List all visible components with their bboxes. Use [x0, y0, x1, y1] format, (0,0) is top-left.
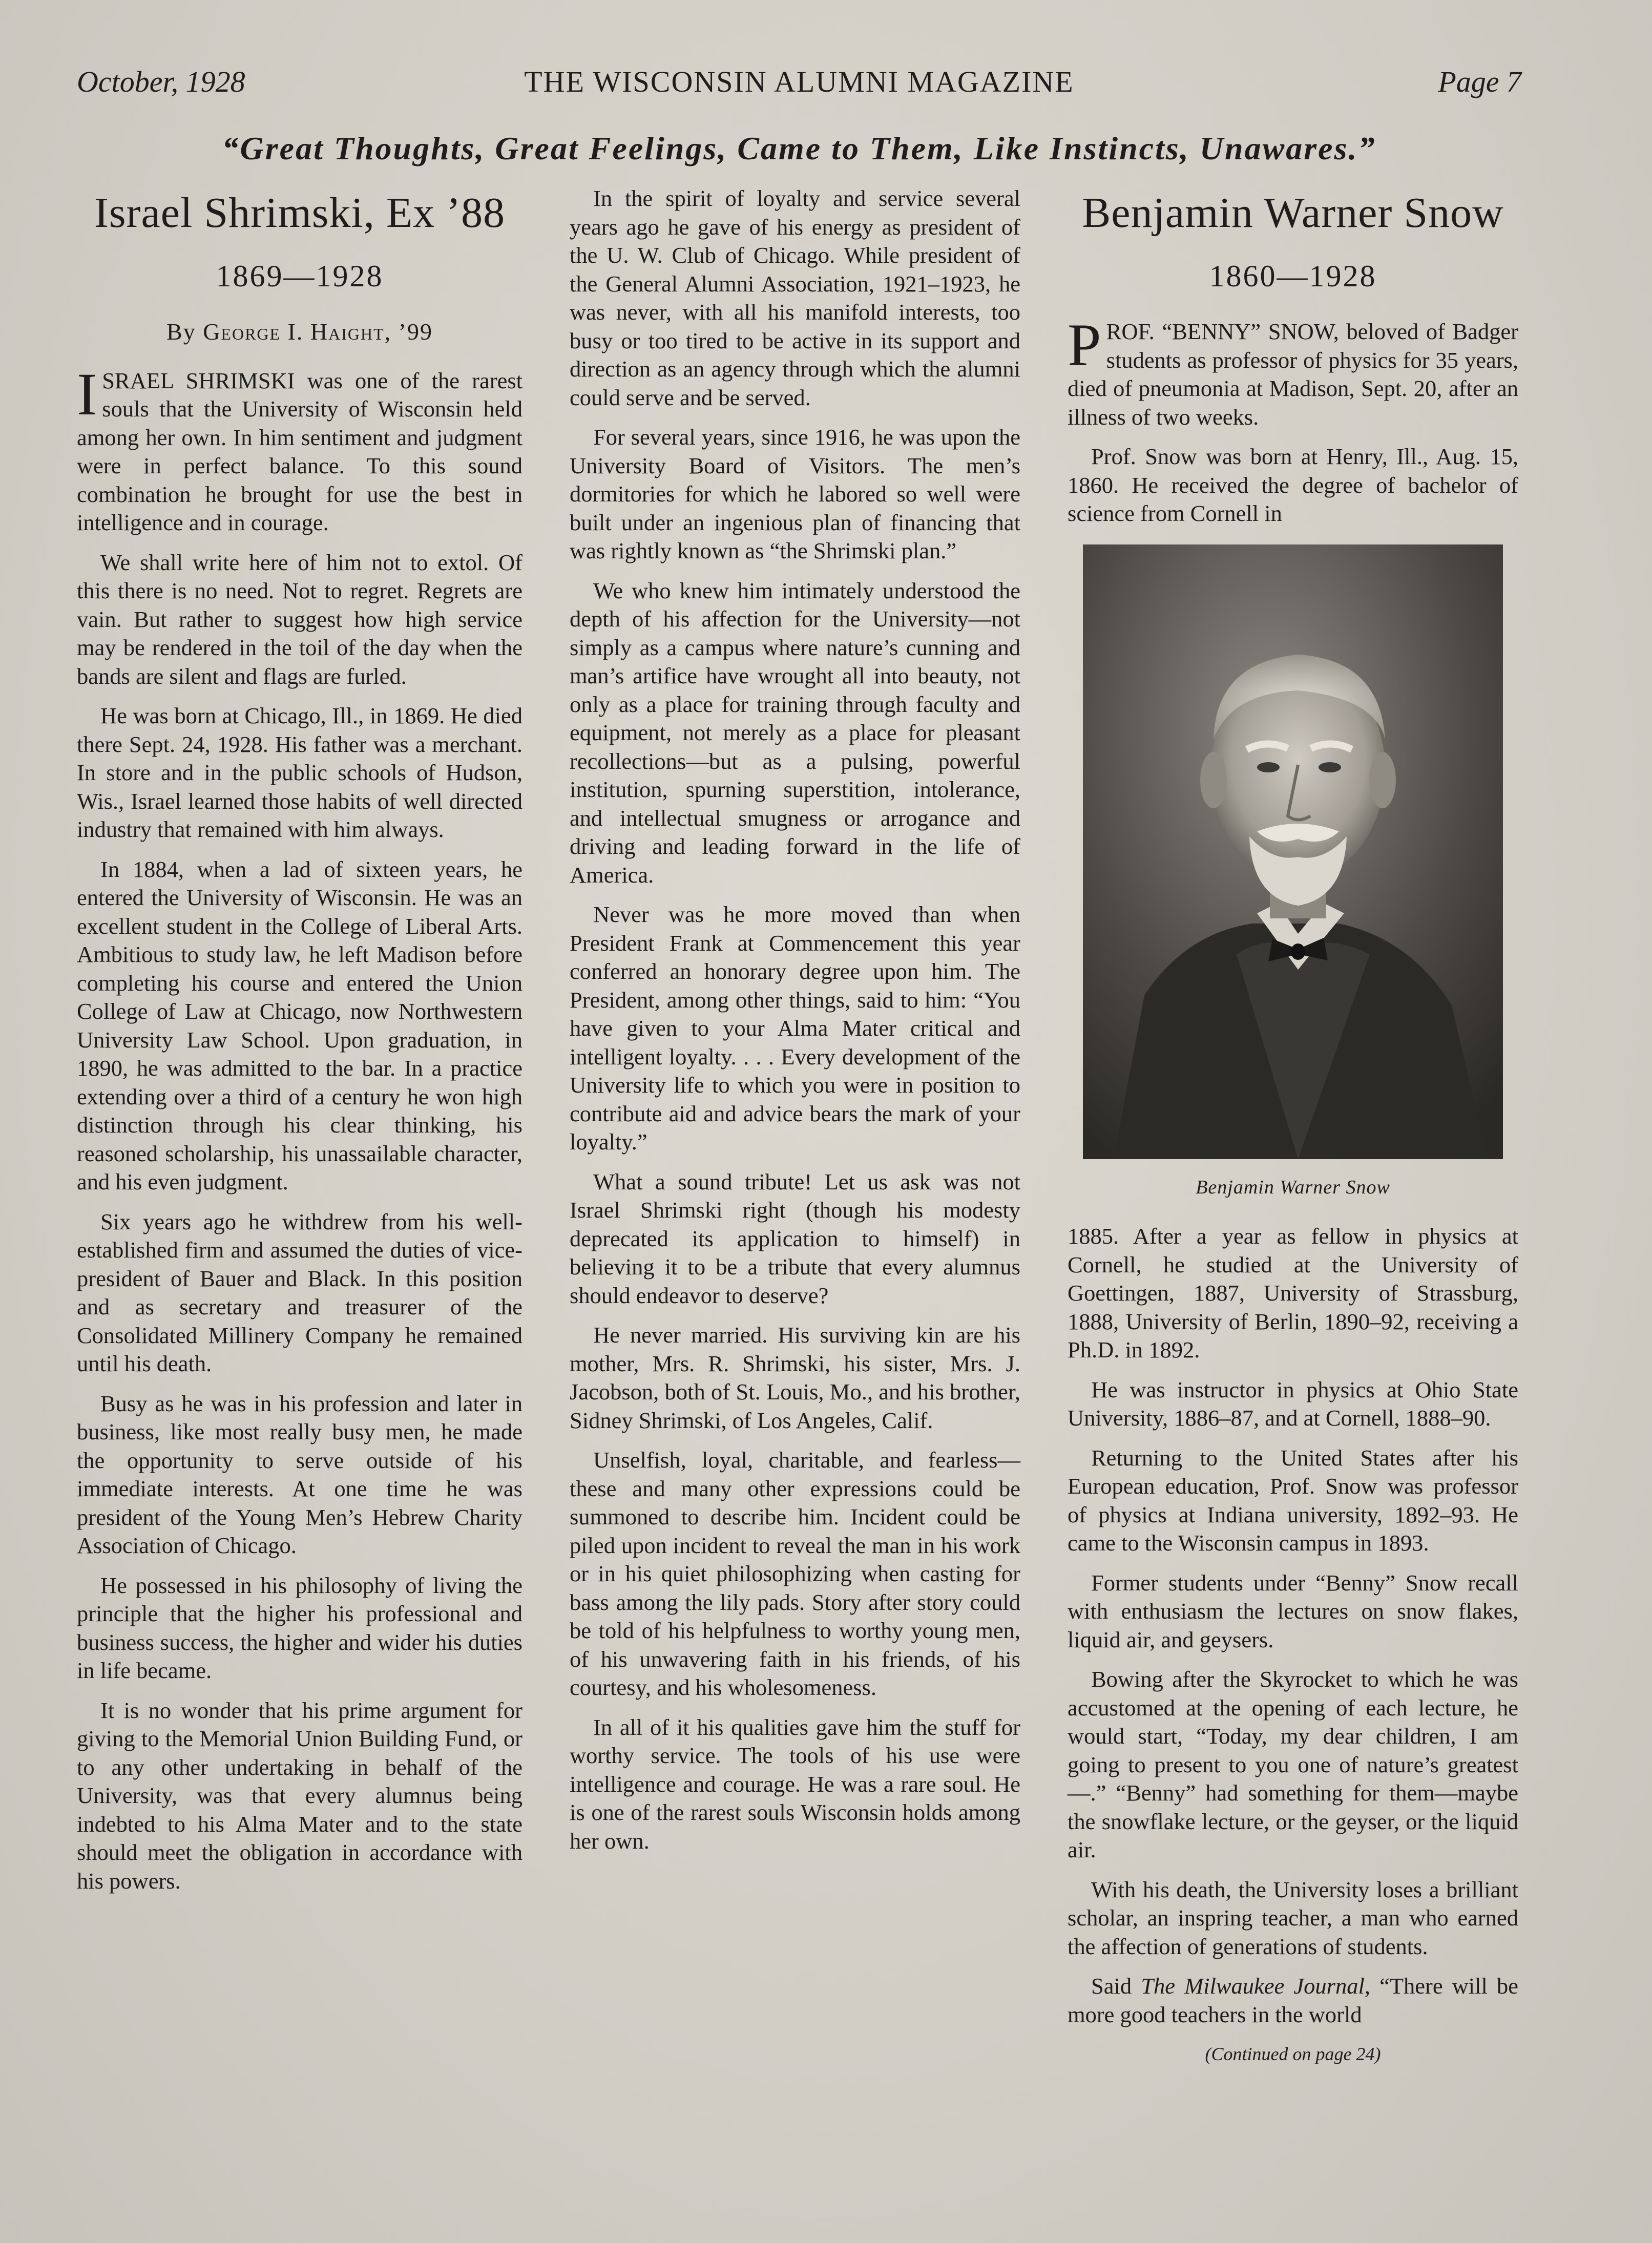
running-head	[77, 61, 1521, 102]
drop-cap: I	[77, 360, 97, 428]
article2-paragraph: Returning to the United States after his European education, Prof. Snow was professor of physics at Indiana university, 1892–93. He came to the Wisconsin campus in 1893.	[1068, 1444, 1518, 1556]
article1-paragraph: He was born at Chicago, Ill., in 1869. He died there Sept. 24, 1928. His father was a merchant. In store and in the public schools of Hudson, Wis., Israel learned those habits of well directed industry that remained with him always.	[77, 703, 522, 842]
article1-paragraph: ISRAEL SHRIMSKI was one of the rarest souls that the University of Wisconsin held among her own. In him sentiment and judgment were in perfect balance. To this sound combination he brought for use the best in intelligence and in courage.	[77, 360, 523, 535]
article1-paragraph: We who knew him intimately understood the depth of his affection for the University—not simply as a campus where nature’s cunning and man’s artifice have wrought all into beauty, not only as a place for training through faculty and equipment, not merely as a place for pleasant recollections—but as a pulsing, powerful institution, spurning superstition, intolerance, and intellectual smugness or arrogance and driving and leading forward in the life of America.	[570, 577, 1020, 888]
article1-paragraph: In all of it his qualities gave him the stuff for worthy service. The tools of his use were intelligence and courage. He was a rare soul. He is one of the rarest souls Wisconsin holds among her own.	[570, 1714, 1020, 1854]
journal-name: The Milwaukee Journal	[1141, 1973, 1365, 1999]
article2-paragraph: PROF. “BENNY” SNOW, beloved of Badger students as professor of physics for 35 years, died of pneumonia at Madison, Sept. 20, after an illness of two weeks.	[1068, 311, 1519, 430]
article1-byline	[77, 318, 522, 346]
article2-paragraph: Said The Milwaukee Journal, “There will be more good teachers in the world	[1068, 1973, 1518, 2027]
article-benjamin-snow	[1068, 184, 1518, 2069]
page-number: Page 7	[1438, 65, 1521, 98]
photo-caption: Benjamin Warner Snow	[1196, 1176, 1390, 1198]
page-motto: “Great Thoughts, Great Feelings, Came to Them, Like Instincts, Unawares.”	[222, 130, 1376, 166]
issue-date: October, 1928	[77, 65, 245, 98]
article1-paragraph: Busy as he was in his profession and later in business, like most really busy men, he made the opportunity to serve outside of his immediate interests. At one time he was president of the Young Men’s Hebrew Charity Association of Chicago.	[77, 1390, 522, 1558]
article1-dates: 1869—1928	[216, 259, 384, 293]
article1-paragraph: In the spirit of loyalty and service several years ago he gave of his energy as president of the U. W. Club of Chicago. While president of the General Alumni Association, 1921–1923, he was never, with all his manifold interests, too busy or too tired to be active in its support and direction as an agency through which the alumni could serve and be served.	[570, 185, 1020, 410]
article2-paragraph: 1885. After a year as fellow in physics at Cornell, he studied at the University of Goettingen, 1887, University of Strassburg, 1888, University of Berlin, 1890–92, receiving a Ph.D. in 1892.	[1068, 1223, 1518, 1362]
article1-paragraph: It is no wonder that his prime argument for giving to the Memorial Union Building Fund, or to any other undertaking in behalf of the University, was that every alumnus being indebted to his Alma Mater and to the state should meet the obligation in accordance with his powers.	[77, 1697, 522, 1894]
byline-by: By	[166, 319, 196, 345]
article1-paragraph: He possessed in his philosophy of living the principle that the higher his professional and business success, the higher and wider his duties in life became.	[77, 1572, 522, 1683]
article1-paragraph: For several years, since 1916, he was upon the University Board of Visitors. The men’s dormitories for which he labored so well were built under an ingenious plan of financing that was rightly known as “the Shrimski plan.”	[570, 424, 1020, 563]
lead-caps: SRAEL SHRIMSKI	[102, 367, 295, 393]
article2-paragraph: With his death, the University loses a brilliant scholar, an inspring teacher, a man who earned the affection of generations of students.	[1068, 1876, 1518, 1959]
article1-title: Israel Shrimski, Ex ’88	[94, 189, 506, 237]
article2-paragraph: Bowing after the Skyrocket to which he was accustomed at the opening of each lecture, he would start, “Today, my dear children, I am going to present to you one of nature’s greatest—.” “Benny” had something for them—maybe the snowflake lecture, or the geyser, or the liquid air.	[1068, 1666, 1518, 1862]
article1-paragraph: What a sound tribute! Let us ask was not Israel Shrimski right (though his modesty deprecated its application to himself) in believing it to be a tribute that every alumnus should endeavor to deserve?	[570, 1168, 1020, 1308]
article2-paragraph: Former students under “Benny” Snow recall with enthusiasm the lectures on snow flakes, liquid air, and geysers.	[1068, 1569, 1518, 1652]
byline-author: George I. Haight, ’99	[203, 319, 433, 345]
drop-cap: P	[1068, 311, 1101, 379]
article2-title: Benjamin Warner Snow	[1082, 189, 1504, 237]
lead-text: ROF. “BENNY” SNOW	[1106, 319, 1333, 344]
portrait-illustration	[1083, 544, 1503, 1159]
article2-paragraph: Prof. Snow was born at Henry, Ill., Aug. 15, 1860. He received the degree of bachelor of science from Cornell in	[1068, 444, 1518, 526]
article-israel-shrimski-col2	[570, 184, 1020, 1867]
article2-dates: 1860—1928	[1209, 259, 1377, 293]
article1-paragraph: We shall write here of him not to extol. Of this there is no need. Not to regret. Regrets are vain. But rather to suggest how high service may be rendered in the toil of the day when the bands are silent and flags are furled.	[77, 549, 522, 689]
article1-paragraph: In 1884, when a lad of sixteen years, he entered the University of Wisconsin. He was an excellent student in the College of Liberal Arts. Ambitious to study law, he left Madison before completing his course and entered the Union College of Law at Chicago, now Northwestern University Law School. Upon graduation, in 1890, he was admitted to the bar. In a practice extending over a third of a century he won high distinction through his clear thinking, his reasoned scholarship, his unassailable character, and his even judgment.	[77, 856, 522, 1194]
article1-paragraph: He never married. His surviving kin are his mother, Mrs. R. Shrimski, his sister, Mrs. J. Jacobson, both of St. Louis, Mo., and his brother, Sidney Shrimski, of Los Angeles, Calif.	[570, 1322, 1020, 1433]
article1-paragraph: Never was he more moved than when President Frank at Commencement this year conferred an honorary degree upon him. The President, among other things, said to him: “You have given to your Alma Mater critical and intelligent loyalty. . . . Every development of the University life to which you were in position to contribute aid and advice bears the mark of your loyalty.”	[570, 902, 1020, 1155]
article-israel-shrimski-col1	[77, 184, 522, 1906]
article1-paragraph: Six years ago he withdrew from his well-established firm and assumed the duties of vice-president of Bauer and Black. In this position and as secretary and treasurer of the Consolidated Millinery Company he remained until his death.	[77, 1208, 522, 1376]
article1-paragraph: Unselfish, loyal, charitable, and fearless—these and many other expressions could be summoned to describe him. Incident could be piled upon incident to reveal the man in his work or in his quiet philosophizing when casting for bass among the lily pads. Story after story could be told of his helpfulness to worthy young men, of his unwavering faith in his friends, of his courtesy, and his wholesomeness.	[570, 1447, 1020, 1700]
article2-paragraph: He was instructor in physics at Ohio State University, 1886–87, and at Cornell, 1888–90.	[1068, 1376, 1518, 1431]
continued-note: (Continued on page 24)	[1205, 2044, 1381, 2064]
portrait-photo	[1083, 544, 1503, 1159]
magazine-title: THE WISCONSIN ALUMNI MAGAZINE	[524, 65, 1074, 98]
